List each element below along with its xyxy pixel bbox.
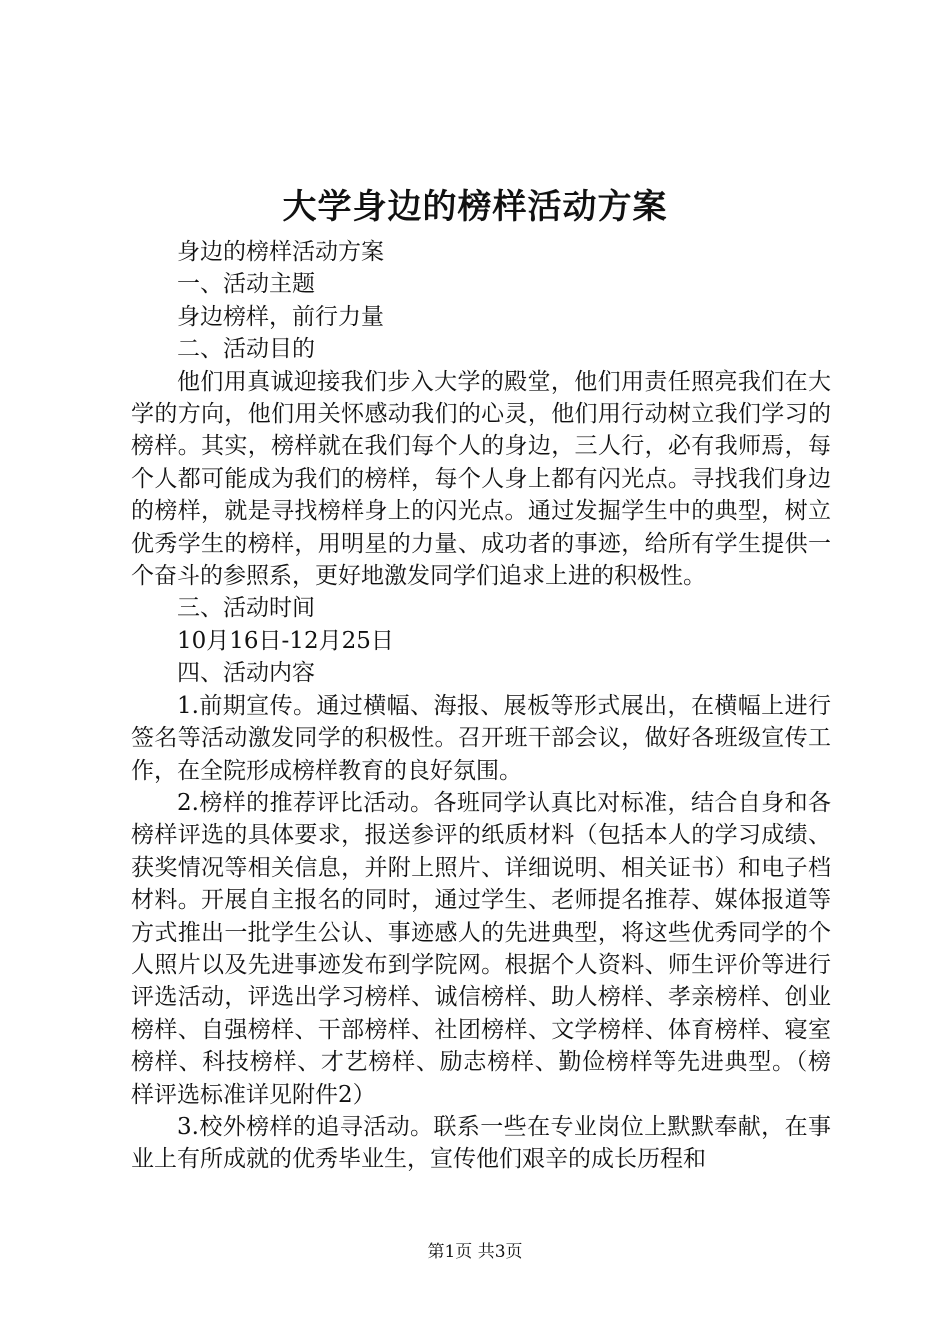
theme-paragraph: 身边榜样，前行力量 — [177, 303, 384, 330]
content-item-2: 2.榜样的推荐评比活动。各班同学认真比对标准，结合自身和各榜样评选的具体要求，报送参评的纸质材料（包括本人的学习成绩、获奖情况等相关信息，并附上照片、详细说明、相关证书）和电子档材料。开展自主报名的同时，通过学生、老师提名推荐、媒体报道等方式推出一批学生公认、事迹感人的先进典型，将这些优秀同学的个人照片以及先进事迹发布到学院网。根据个人资料、师生评价等进行评选活动，评选出学习榜样、诚信榜样、助人榜样、孝亲榜样、创业榜样、自强榜样、干部榜样、社团榜样、文学榜样、体育榜样、寝室榜样、科技榜样、才艺榜样、励志榜样、勤俭榜样等先进典型。（榜样评选标准详见附件2） — [131, 789, 831, 1108]
content-item-3: 3.校外榜样的追寻活动。联系一些在专业岗位上默默奉献，在事业上有所成就的优秀毕业生，宣传他们艰辛的成长历程和 — [131, 1113, 831, 1173]
content-item-1: 1.前期宣传。通过横幅、海报、展板等形式展出，在横幅上进行签名等活动激发同学的积极性。召开班干部会议，做好各班级宣传工作，在全院形成榜样教育的良好氛围。 — [131, 692, 831, 784]
subtitle-paragraph: 身边的榜样活动方案 — [177, 239, 384, 265]
purpose-paragraph: 他们用真诚迎接我们步入大学的殿堂，他们用责任照亮我们在大学的方向，他们用关怀感动我们的心灵，他们用行动树立我们学习的榜样。其实，榜样就在我们每个人的身边，三人行，必有我师焉，每个人都可能成为我们的榜样，每个人身上都有闪光点。寻找我们身边的榜样，就是寻找榜样身上的闪光点。通过发掘学生中的典型，树立优秀学生的榜样，用明星的力量、成功者的事迹，给所有学生提供一个奋斗的参照系，更好地激发同学们追求上进的积极性。 — [131, 368, 831, 590]
section-heading-purpose: 二、活动目的 — [177, 336, 315, 363]
section-heading-theme: 一、活动主题 — [177, 271, 315, 298]
time-paragraph: 10月16日-12月25日 — [177, 627, 394, 654]
document-body — [131, 236, 831, 1176]
section-heading-time: 三、活动时间 — [177, 595, 315, 622]
document-title: 大学身边的榜样活动方案 — [282, 187, 668, 227]
page-number: 第1页 共3页 — [427, 1242, 523, 1262]
section-heading-content: 四、活动内容 — [177, 660, 315, 687]
